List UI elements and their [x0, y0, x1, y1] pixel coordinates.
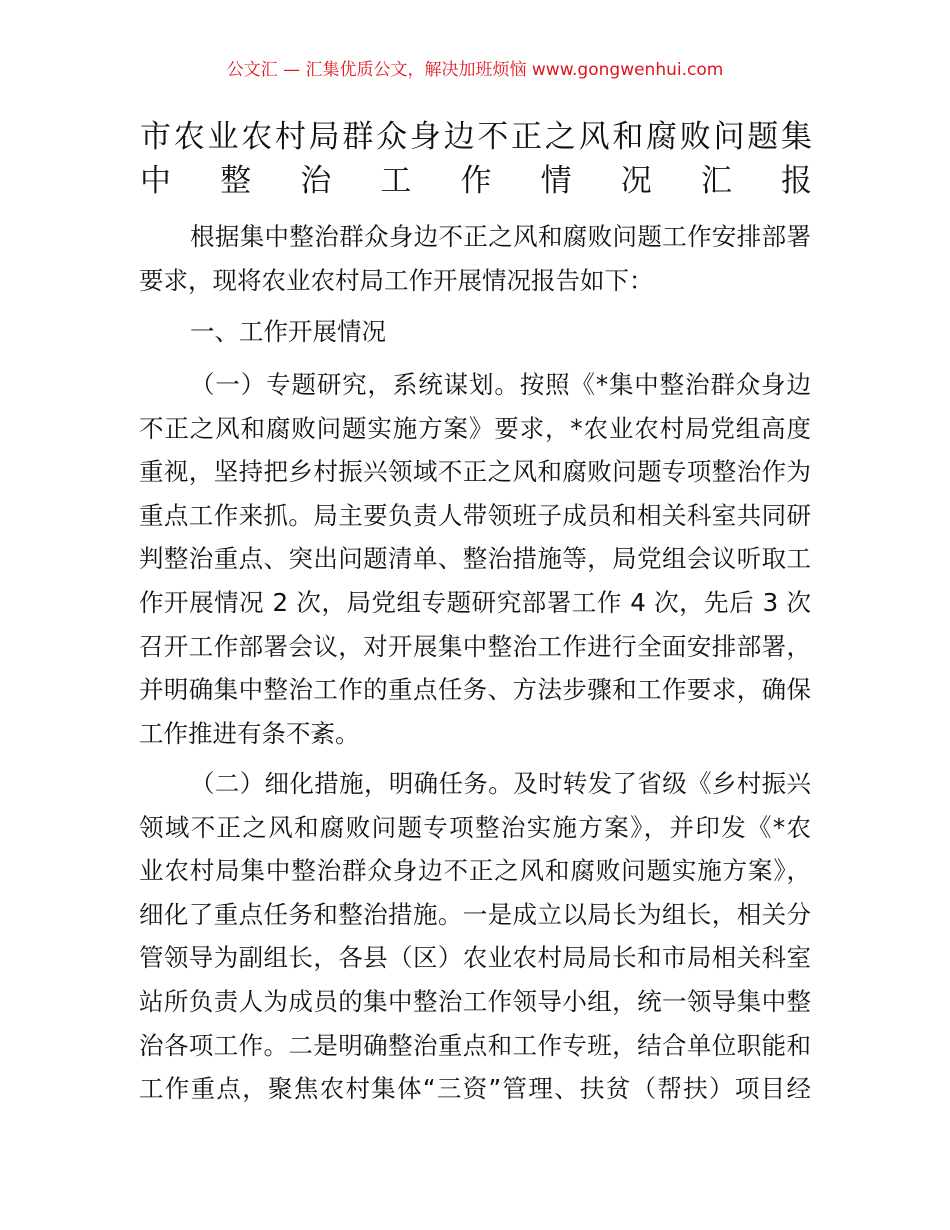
- text-line: 重视，坚持把乡村振兴领域不正之风和腐败问题专项整治作为: [139, 457, 811, 487]
- text-line: 细化了重点任务和整治措施。一是成立以局长为组长，相关分: [139, 899, 811, 929]
- text-line: 判整治重点、突出问题清单、整治措施等，局党组会议听取工: [139, 544, 811, 574]
- document-title: [140, 116, 812, 203]
- intro-paragraph: [139, 215, 811, 302]
- text-line: 治各项工作。二是明确整治重点和工作专班，结合单位职能和: [139, 1030, 811, 1060]
- text-line: 管领导为副组长，各县（区）农业农村局局长和市局相关科室: [139, 943, 811, 973]
- text-line: 业农村局集中整治群众身边不正之风和腐败问题实施方案》，: [139, 856, 811, 886]
- text-line: 领域不正之风和腐败问题专项整治实施方案》，并印发《*农: [139, 812, 811, 842]
- text-line: 要求，现将农业农村局工作开展情况报告如下：: [139, 265, 654, 295]
- text-line: （二）细化措施，明确任务。及时转发了省级《乡村振兴: [190, 769, 811, 798]
- text-line: 不正之风和腐败问题实施方案》要求，*农业农村局党组高度: [139, 413, 811, 443]
- title-line: 中整治工作情况汇报: [140, 162, 812, 199]
- text-line: 工作重点，聚焦农村集体“三资”管理、扶贫（帮扶）项目经: [139, 1074, 811, 1104]
- section-heading: [139, 310, 811, 354]
- text-line: 重点工作来抓。局主要负责人带领班子成员和相关科室共同研: [139, 500, 811, 530]
- heading-text: 一、工作开展情况: [190, 317, 386, 346]
- paragraph-2: [139, 762, 811, 1111]
- text-line: （一）专题研究，系统谋划。按照《*集中整治群众身边: [190, 370, 811, 399]
- text-line: 并明确集中整治工作的重点任务、方法步骤和工作要求，确保: [139, 675, 811, 705]
- site-banner: 公文汇 — 汇集优质公文，解决加班烦恼 www.gongwenhui.com: [226, 60, 724, 80]
- text-line: 根据集中整治群众身边不正之风和腐败问题工作安排部署: [190, 222, 811, 251]
- title-line: 市农业农村局群众身边不正之风和腐败问题集: [140, 119, 812, 155]
- text-line: 工作推进有条不紊。: [139, 718, 360, 748]
- text-line: 召开工作部署会议，对开展集中整治工作进行全面安排部署，: [139, 631, 811, 661]
- text-line: 作开展情况 2 次，局党组专题研究部署工作 4 次，先后 3 次: [139, 587, 811, 617]
- text-line: 站所负责人为成员的集中整治工作领导小组，统一领导集中整: [139, 986, 811, 1016]
- paragraph-1: [139, 363, 811, 755]
